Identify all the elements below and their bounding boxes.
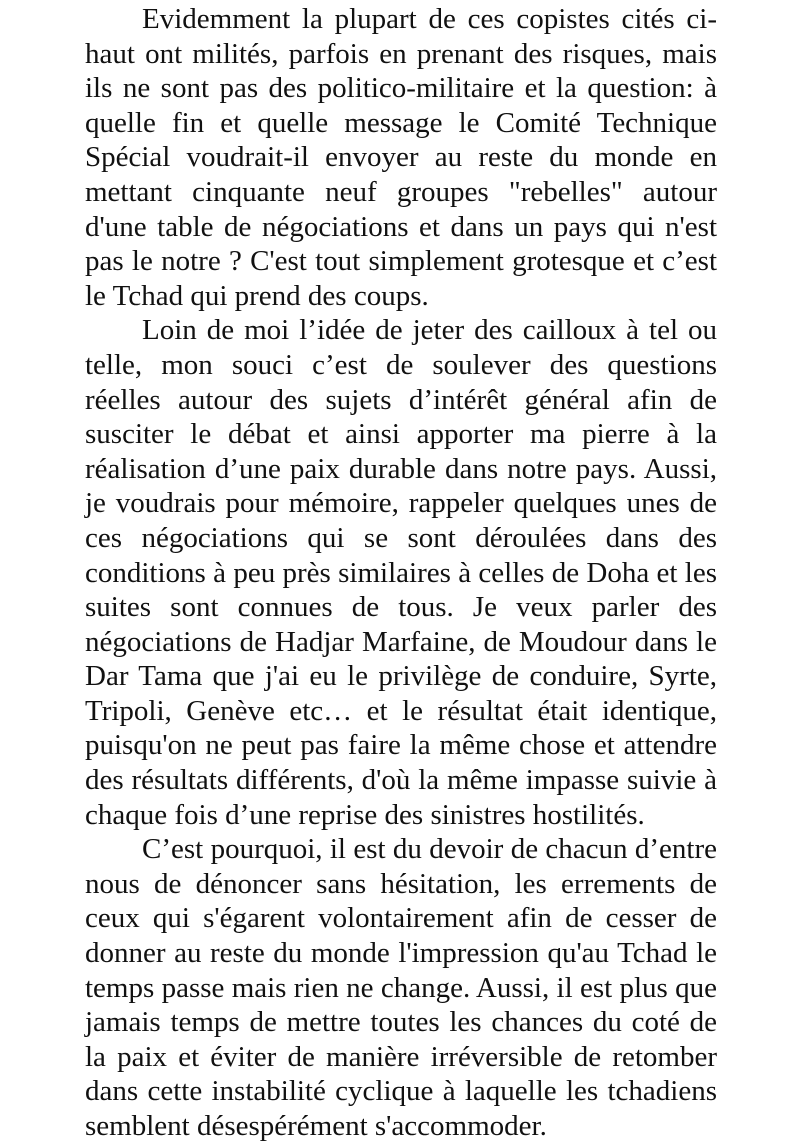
- paragraph-2: Loin de moi l’idée de jeter des cailloux à tel ou telle, mon souci c’est de soulever des questions réelles autour des sujets d’intérêt général afin de susciter le débat et ainsi apporter ma pierre à la réalisation d’une paix durable dans notre pays. Aussi, je voudrais pour mémoire, rappeler quelques unes de ces négociations qui se sont déroulées dans des conditions à peu près similaires à celles de Doha et les suites sont connues de tous. Je veux parler des négociations de Hadjar Marfaine, de Moudour dans le Dar Tama que j'ai eu le privilège de conduire, Syrte, Tripoli, Genève etc… et le résultat était identique, puisqu'on ne peut pas faire la même chose et attendre des résultats différents, d'où la même impasse suivie à chaque fois d’une reprise des sinistres hostilités.: [85, 314, 717, 831]
- document-page: [85, 0, 717, 1144]
- paragraph-3: C’est pourquoi, il est du devoir de chacun d’entre nous de dénoncer sans hésitation, les errements de ceux qui s'égarent volontairement afin de cesser de donner au reste du monde l'impression qu'au Tchad le temps passe mais rien ne change. Aussi, il est plus que jamais temps de mettre toutes les chances du coté de la paix et éviter de manière irréversible de retomber dans cette instabilité cyclique à laquelle les tchadiens semblent désespérément s'accommoder.: [85, 833, 717, 1142]
- paragraph-1: Evidemment la plupart de ces copistes cités ci-haut ont milités, parfois en prenant des risques, mais ils ne sont pas des politico-militaire et la question: à quelle fin et quelle message le Comité Technique Spécial voudrait-il envoyer au reste du monde en mettant cinquante neuf groupes "rebelles" autour d'une table de négociations et dans un pays qui n'est pas le notre ? C'est tout simplement grotesque et c’est le Tchad qui prend des coups.: [85, 3, 717, 312]
